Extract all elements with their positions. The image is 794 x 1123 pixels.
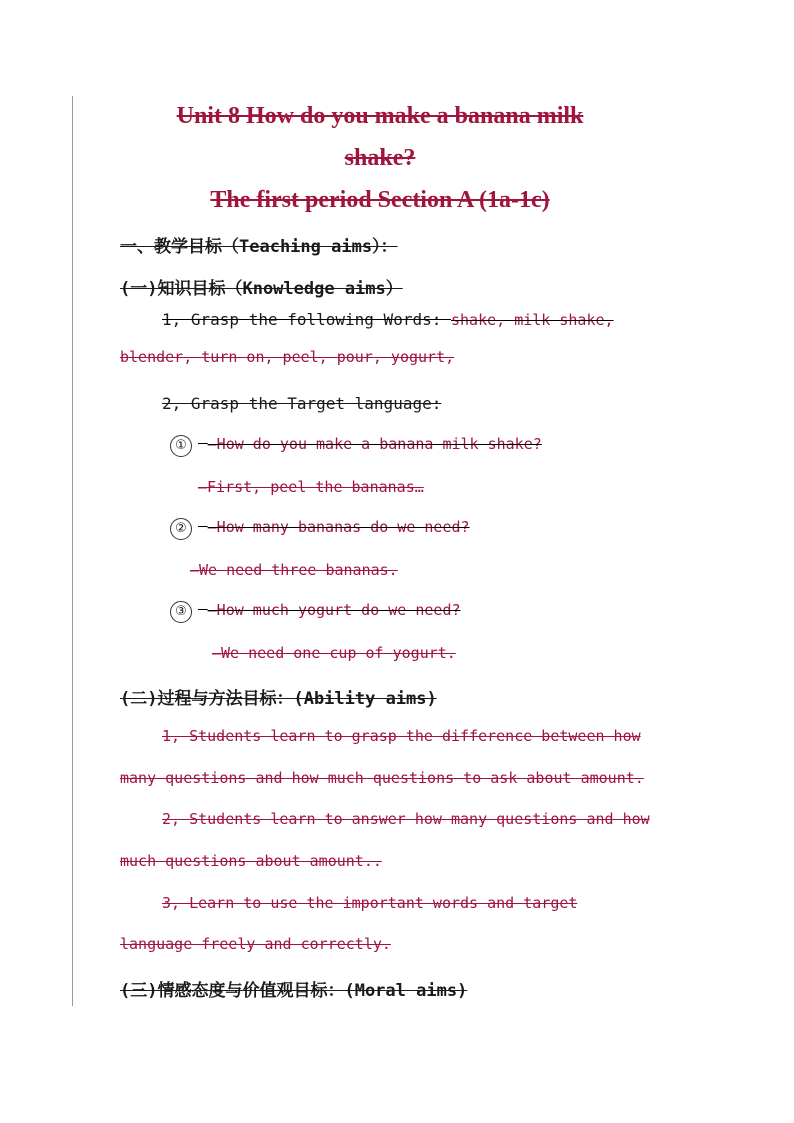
circled-number: ① (170, 435, 192, 457)
words-label: 1, Grasp the following Words: (162, 310, 442, 329)
title-line-3: The first period Section A (1a-1c) (210, 187, 550, 213)
ability-p2-a: 2, Students learn to answer how many questions and how (162, 810, 650, 828)
ability-p1-b: many questions and how much questions to ask about amount. (120, 769, 644, 787)
words-list-b: blender, turn on, peel, pour, yogurt, (120, 348, 455, 366)
knowledge-aims-heading: (一)知识目标（Knowledge aims） (120, 279, 403, 299)
ability-p3-a: 3, Learn to use the important words and target (162, 894, 578, 912)
dialog-2-answer: —We need three bananas. (190, 561, 398, 579)
ability-p1-a: 1, Students learn to grasp the difference between how (162, 727, 641, 745)
dialog-2-question: ② —How many bananas do we need? (170, 517, 470, 540)
dialog-1-question: ① —How do you make a banana milk shake? (170, 434, 542, 457)
dialog-1-answer: —First, peel the bananas… (198, 478, 424, 496)
ability-aims-heading: (二)过程与方法目标：(Ability aims) (120, 689, 437, 709)
teaching-aims-heading: 一、教学目标（Teaching aims）： (120, 237, 398, 257)
moral-aims-heading: (三)情感态度与价值观目标：(Moral aims) (120, 981, 468, 1001)
title-line-2: shake? (344, 145, 416, 171)
dialog-3-question: ③ —How much yogurt do we need? (170, 600, 461, 623)
ability-p3-b: language freely and correctly. (120, 935, 391, 953)
ability-p2-b: much questions about amount.. (120, 852, 382, 870)
words-list-a: shake, milk shake, (451, 311, 614, 329)
circled-number: ② (170, 518, 192, 540)
target-language-label: 2, Grasp the Target language: (162, 394, 442, 413)
circled-number: ③ (170, 601, 192, 623)
margin-line (72, 96, 73, 1006)
words-item (162, 310, 614, 329)
title-line-1: Unit 8 How do you make a banana milk (176, 103, 584, 129)
dialog-3-answer: —We need one cup of yogurt. (212, 644, 456, 662)
